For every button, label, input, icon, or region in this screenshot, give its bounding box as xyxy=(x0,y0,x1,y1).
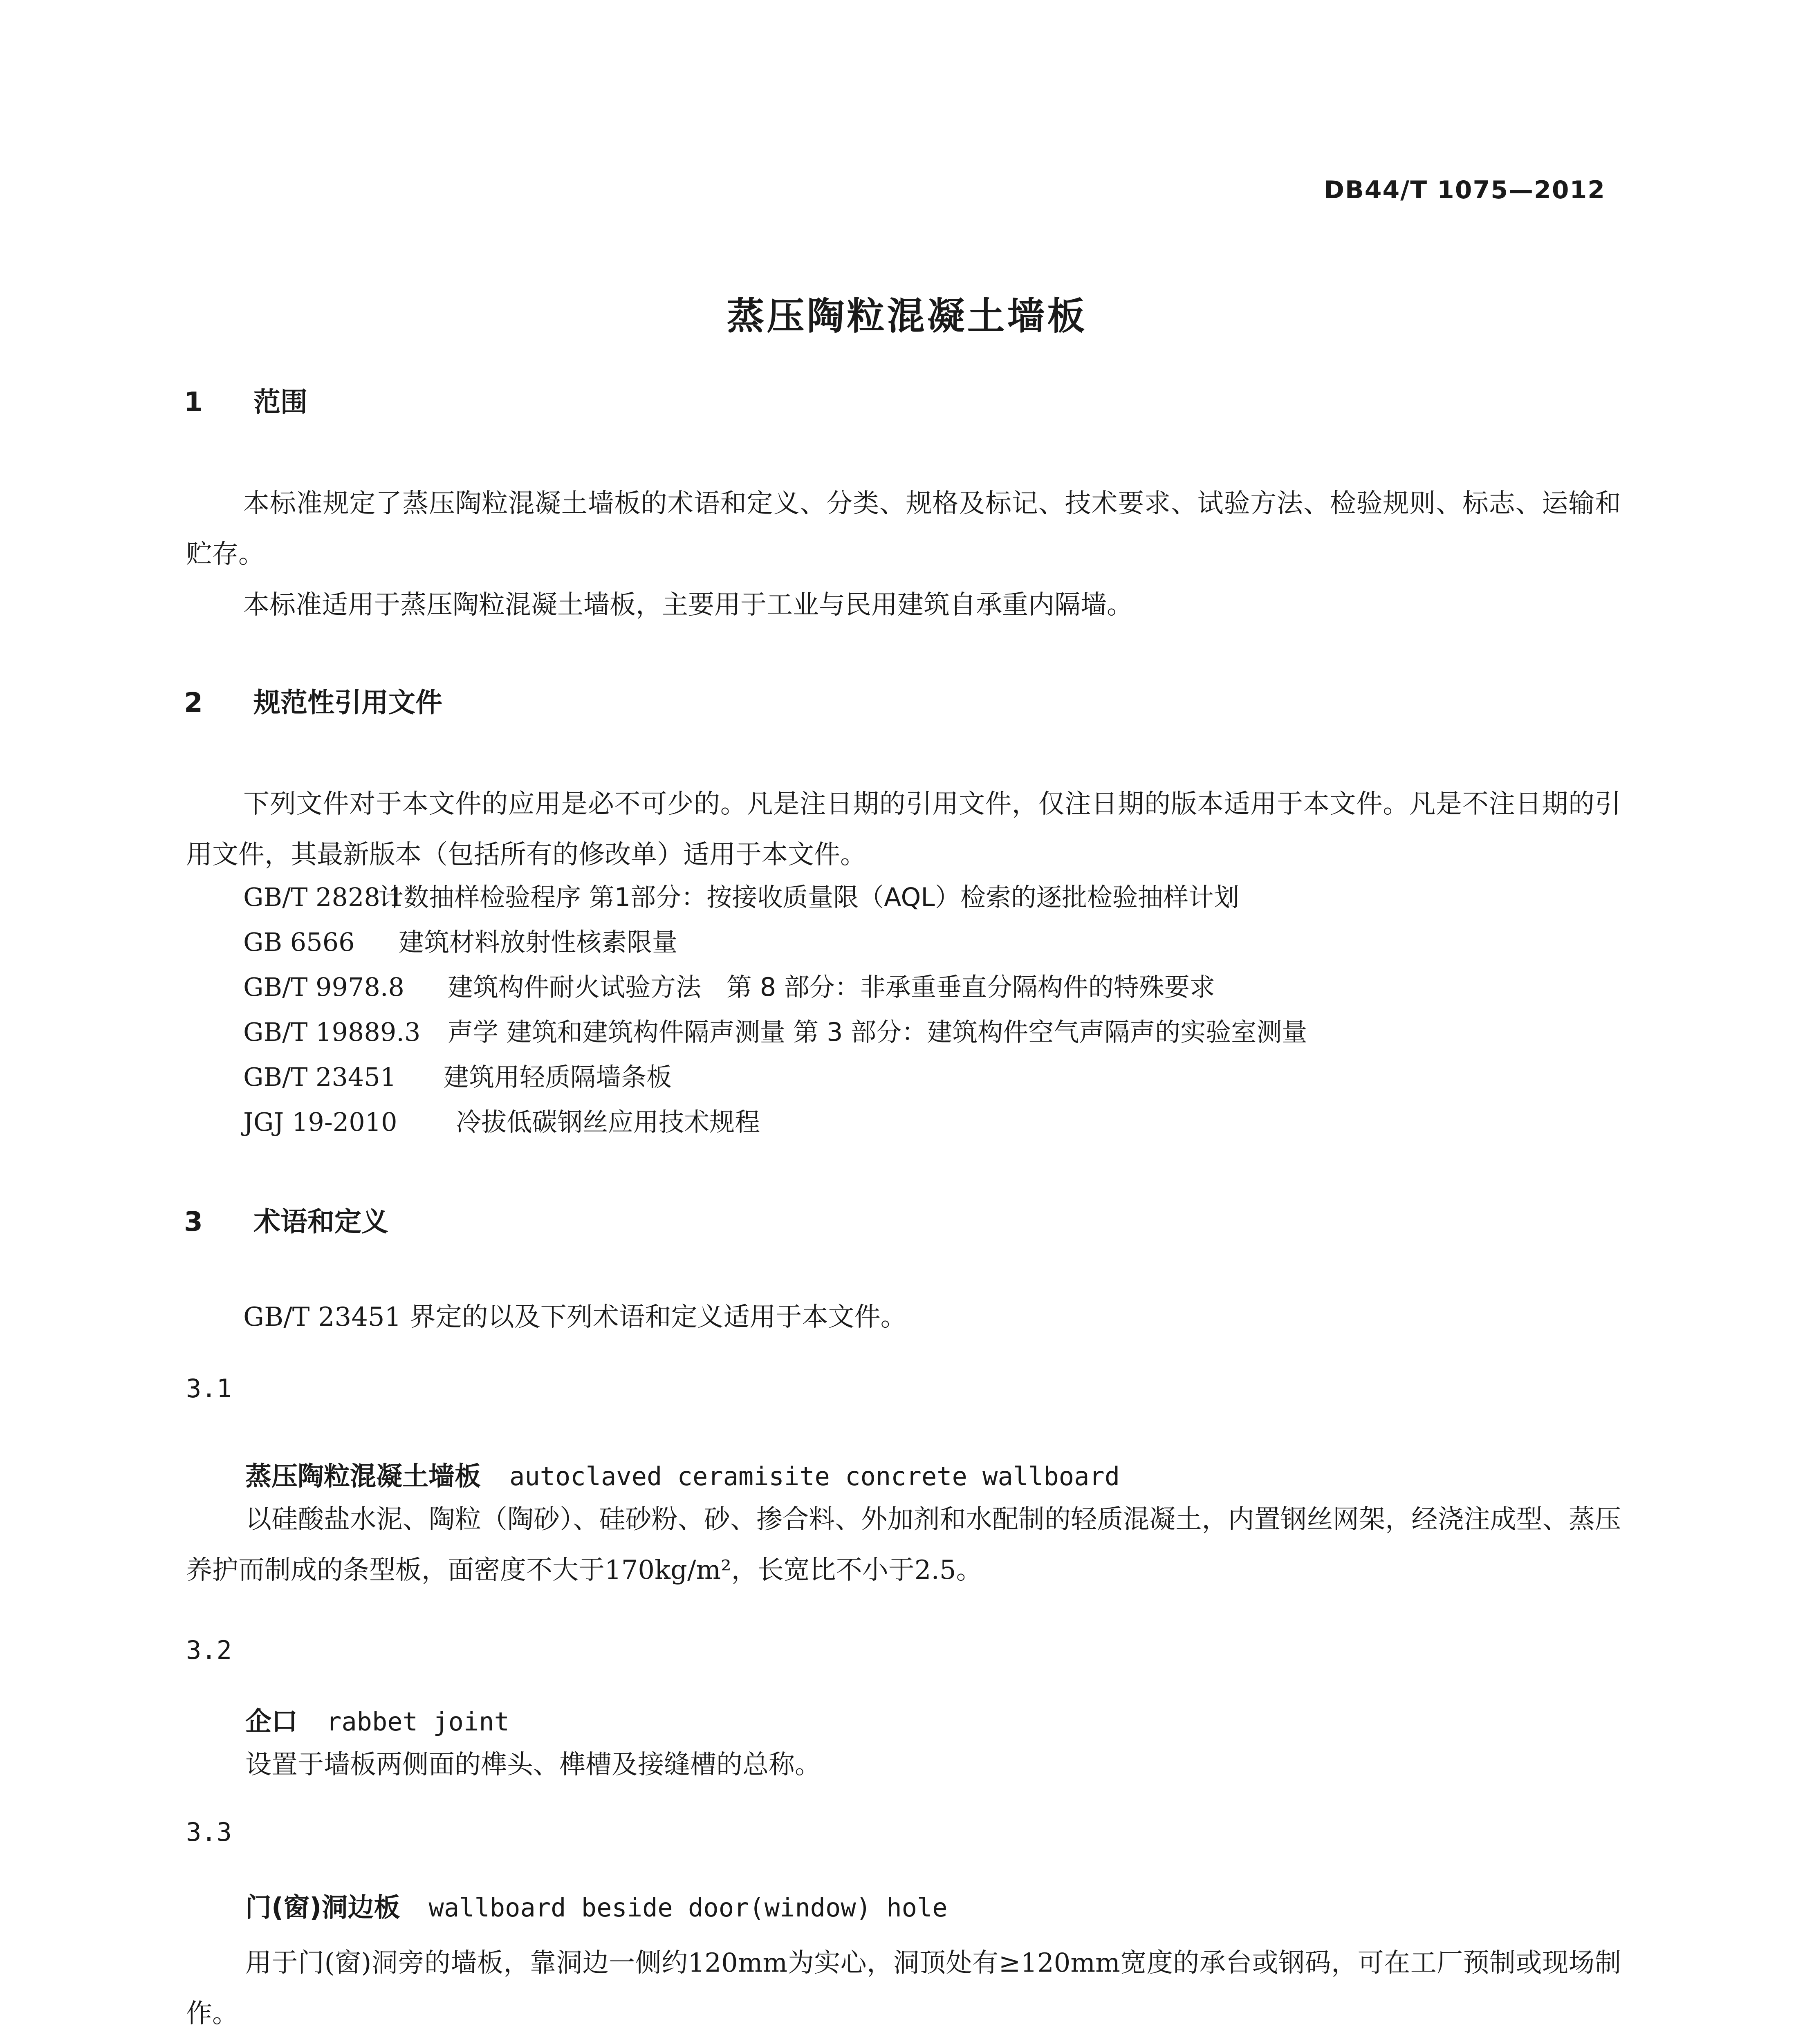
term-english: autoclaved ceramisite concrete wallboard xyxy=(509,1461,1120,1491)
section-number: 2 xyxy=(184,687,203,718)
reference-item xyxy=(243,877,1239,913)
reference-code: JGJ 19-2010 xyxy=(243,1107,397,1137)
reference-title: 声学 建筑和建筑构件隔声测量 第 3 部分：建筑构件空气声隔声的实验室测量 xyxy=(448,1017,1307,1047)
term-english: wallboard beside door(window) hole xyxy=(428,1893,948,1923)
term-definition: 以硅酸盐水泥、陶粒（陶砂）、硅砂粉、砂、掺合料、外加剂和水配制的轻质混凝土，内置钢丝网架，经浇注成型、蒸压养护而制成的条型板，面密度不大于170kg/m²，长宽比不小于2.5。 xyxy=(186,1504,1621,1585)
term-english: rabbet joint xyxy=(326,1707,509,1737)
reference-title: 计数抽样检验程序 第1部分：按接收质量限（AQL）检索的逐批检验抽样计划 xyxy=(378,882,1239,912)
term-number: 3.2 xyxy=(186,1635,232,1665)
term-definition: 设置于墙板两侧面的榫头、榫槽及接缝槽的总称。 xyxy=(245,1750,821,1780)
term-number: 3.1 xyxy=(186,1374,232,1403)
term-number: 3.3 xyxy=(186,1817,232,1847)
reference-code: GB/T 23451 xyxy=(243,1062,397,1092)
reference-item xyxy=(243,967,1215,1003)
reference-title: 建筑用轻质隔墙条板 xyxy=(444,1062,672,1092)
section-title: 术语和定义 xyxy=(253,1206,388,1237)
section-1-heading xyxy=(184,380,307,419)
reference-item xyxy=(243,1102,760,1138)
term-definition: 用于门(窗)洞旁的墙板，靠洞边一侧约120mm为实心，洞顶处有≥120mm宽度的承台或钢码，可在工厂预制或现场制作。 xyxy=(186,1948,1621,2029)
standard-code: DB44/T 1075—2012 xyxy=(1324,176,1605,204)
term-heading xyxy=(245,1455,1120,1493)
section-1-paragraph-2: 本标准适用于蒸压陶粒混凝土墙板，主要用于工业与民用建筑自承重内隔墙。 xyxy=(243,590,1133,620)
reference-code: GB/T 19889.3 xyxy=(243,1017,421,1047)
term-chinese: 蒸压陶粒混凝土墙板 xyxy=(245,1461,481,1492)
reference-item xyxy=(243,1012,1307,1048)
section-3-intro: GB/T 23451 界定的以及下列术语和定义适用于本文件。 xyxy=(243,1302,907,1332)
reference-title: 建筑材料放射性核素限量 xyxy=(399,927,678,957)
section-2-intro: 下列文件对于本文件的应用是必不可少的。凡是注日期的引用文件，仅注日期的版本适用于本文件。凡是不注日期的引用文件，其最新版本（包括所有的修改单）适用于本文件。 xyxy=(186,789,1621,870)
section-3-heading xyxy=(184,1200,388,1239)
term-heading xyxy=(245,1887,948,1924)
reference-code: GB 6566 xyxy=(243,927,355,957)
reference-item xyxy=(243,1057,672,1093)
reference-title: 建筑构件耐火试验方法 第 8 部分：非承重垂直分隔构件的特殊要求 xyxy=(448,972,1215,1002)
section-title: 范围 xyxy=(253,386,307,418)
section-number: 1 xyxy=(184,386,203,418)
section-1-paragraph-1: 本标准规定了蒸压陶粒混凝土墙板的术语和定义、分类、规格及标记、技术要求、试验方法、检验规则、标志、运输和贮存。 xyxy=(186,489,1621,569)
section-2-heading xyxy=(184,681,442,719)
section-title: 规范性引用文件 xyxy=(253,687,442,718)
term-chinese: 企口 xyxy=(245,1707,298,1737)
reference-code: GB/T 9978.8 xyxy=(243,972,404,1002)
term-chinese: 门(窗)洞边板 xyxy=(245,1893,400,1923)
reference-title: 冷拔低碳钢丝应用技术规程 xyxy=(456,1107,760,1137)
reference-code: GB/T 2828.1 xyxy=(243,882,404,912)
document-title: 蒸压陶粒混凝土墙板 xyxy=(726,294,1088,338)
section-number: 3 xyxy=(184,1206,203,1237)
term-heading xyxy=(245,1701,509,1738)
reference-item xyxy=(243,922,677,958)
